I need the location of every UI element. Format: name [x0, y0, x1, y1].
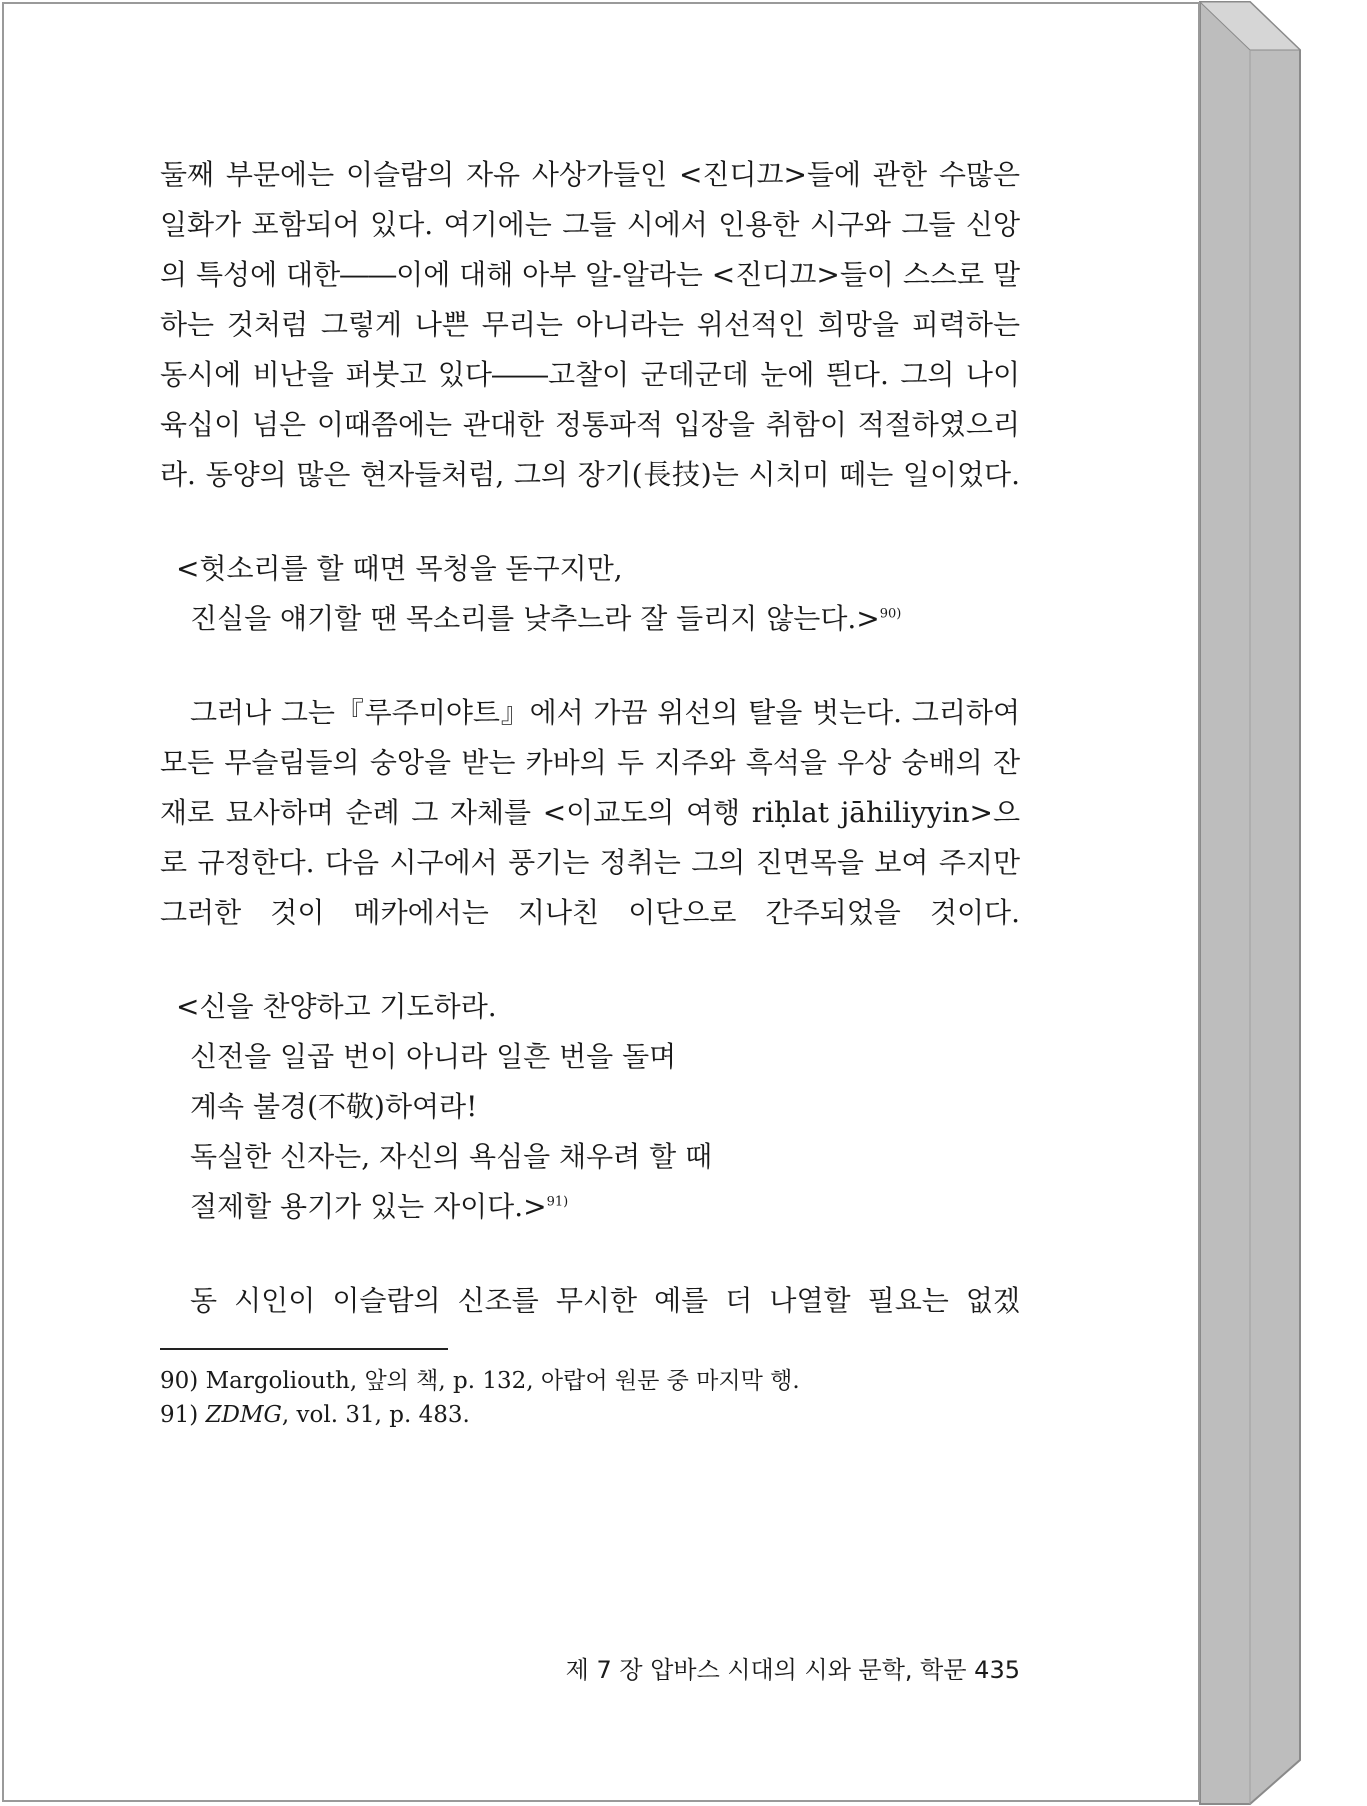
verse2-line1: <신을 찬양하고 기도하라.: [176, 990, 497, 1023]
footnote-90-number: 90): [160, 1368, 199, 1394]
footnote-divider: [160, 1348, 448, 1350]
verse1-line1: <헛소리를 할 때면 목청을 돋구지만,: [176, 552, 623, 585]
footnote-91-number: 91): [160, 1402, 199, 1428]
page-content: [160, 150, 1020, 1432]
paragraph-continued: 동 시인이 이슬람의 신조를 무시한 예를 더 나열할 필요는 없겠: [190, 1284, 1020, 1317]
verse1-line2: 진실을 얘기할 땐 목소리를 낮추느라 잘 들리지 않는다.>$^{90)}$: [190, 602, 902, 635]
footnote-91-journal: ZDMG: [205, 1402, 282, 1428]
verse-block-1: [160, 544, 1020, 644]
paragraph-zindiq: 둘째 부문에는 이슬람의 자유 사상가들인 <진디끄>들에 관한 수많은 일화가 포함되어 있다. 여기에는 그들 시에서 인용한 시구와 그들 신앙의 특성에 대한――이에 대해 아부 알-알라는 <진디끄>들이 스스로 말하는 것처럼 그렇게 나쁜 무리는 아니라는 위선적인 희망을 피력하는 동시에 비난을 퍼붓고 있다――고찰이 군데군데 눈에 띈다. 그의 나이 육십이 넘은 이때쯤에는 관대한 정통파적 입장을 취함이 적절하였으리라. 동양의 많은 현자들처럼, 그의 장기(長技)는 시치미 떼는 일이었다.: [160, 158, 1020, 491]
footnote-ref-90[interactable]: 90): [879, 606, 902, 622]
verse-block-2: [160, 982, 1020, 1232]
verse2-line3: 계속 불경(不敬)하여라!: [190, 1090, 478, 1123]
verse2-line2: 신전을 일곱 번이 아니라 일흔 번을 돌며: [190, 1040, 677, 1073]
verse2-line5: 절제할 용기가 있는 자이다.>$^{91)}$: [190, 1190, 569, 1223]
paragraph-luzumiyat: 그러나 그는『루주미야트』에서 가끔 위선의 탈을 벗는다. 그리하여 모든 무슬림들의 숭앙을 받는 카바의 두 지주와 흑석을 우상 숭배의 잔재로 묘사하며 순례 그 자체를 <이교도의 여행 riḥlat jāhiliyyin>으로 규정한다. 다음 시구에서 풍기는 정취는 그의 진면목을 보여 주지만 그러한 것이 메카에서는 지나친 이단으로 간주되었을 것이다.: [160, 696, 1020, 929]
footnote-ref-91[interactable]: 91): [546, 1194, 569, 1210]
footnote-91-text: , vol. 31, p. 483.: [281, 1402, 470, 1428]
footnote-90-text: Margoliouth, 앞의 책, p. 132, 아랍어 원문 중 마지막 행.: [205, 1368, 800, 1394]
footnote-90: [160, 1364, 1020, 1398]
footnote-91: [160, 1398, 1020, 1432]
running-footer: 제 7 장 압바스 시대의 시와 문학, 학문 435: [565, 1656, 1020, 1684]
verse2-line4: 독실한 신자는, 자신의 욕심을 채우려 할 때: [190, 1140, 713, 1173]
